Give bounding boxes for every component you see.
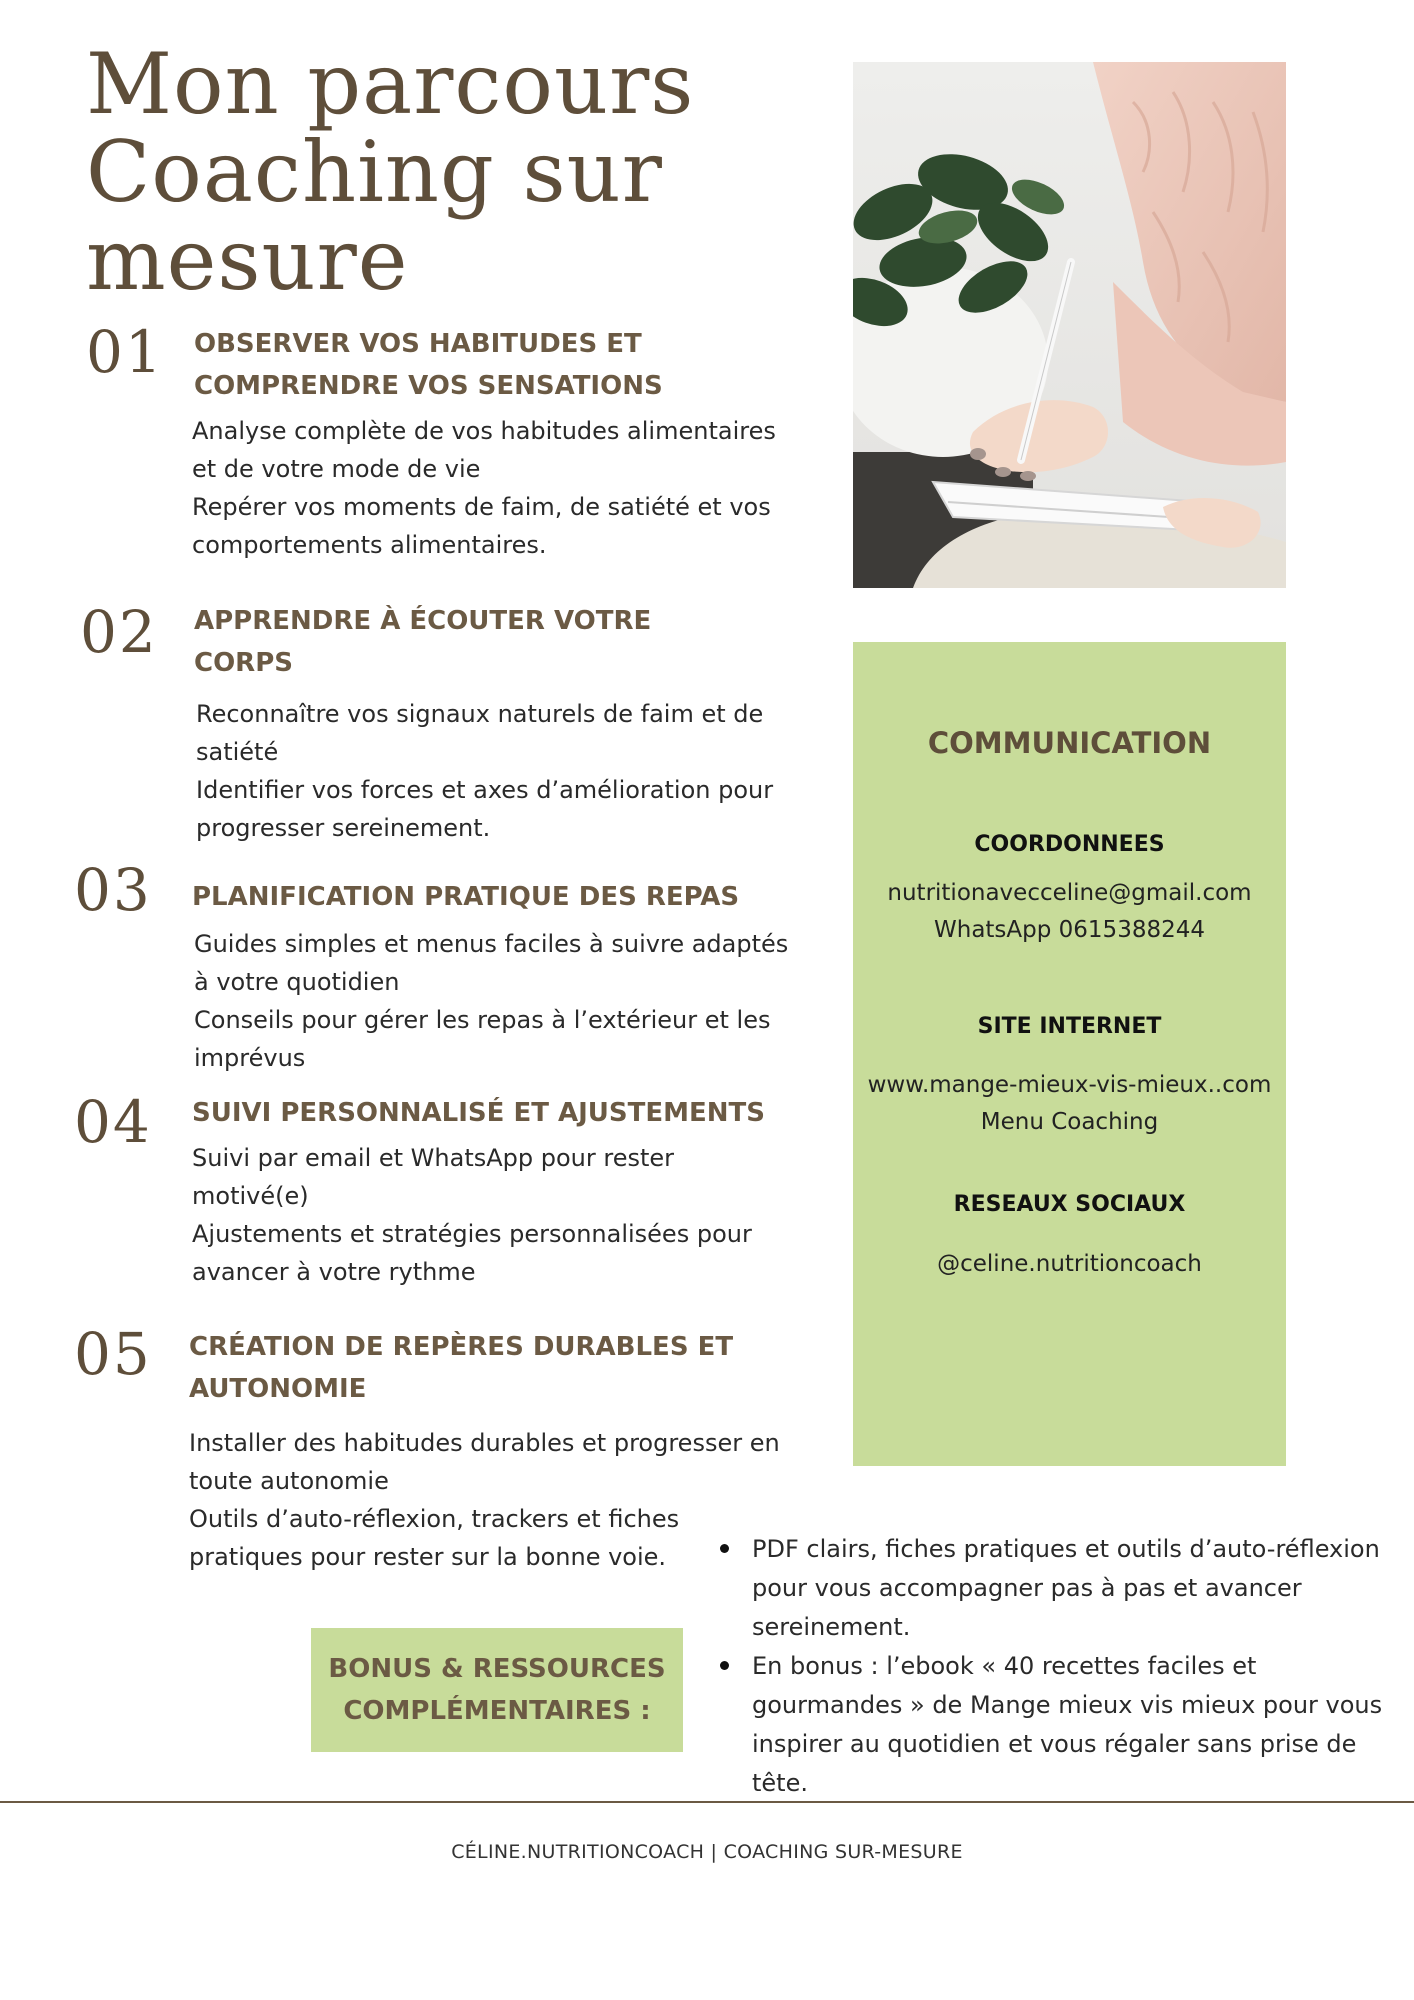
step-text-line: Repérer vos moments de faim, de satiété et vos (192, 493, 771, 521)
step-text-line: satiété (196, 738, 279, 766)
step-number: 05 (74, 1320, 152, 1388)
website-link[interactable]: www.mange-mieux-vis-mieux..com (867, 1072, 1272, 1098)
communication-panel (853, 642, 1286, 1466)
step-number: 03 (74, 856, 152, 924)
bonus-title (328, 1648, 665, 1732)
step-title (194, 323, 663, 407)
list-item (720, 1530, 1392, 1647)
step-text-line: Reconnaître vos signaux naturels de faim et de (196, 700, 764, 728)
list-item-line: PDF clairs, fiches pratiques et outils d’auto-réflexion (752, 1535, 1380, 1563)
bullet-icon (720, 1544, 729, 1553)
step-text-line: avancer à votre rythme (192, 1258, 476, 1286)
step-text-line: Outils d’auto-réflexion, trackers et fiches (189, 1505, 680, 1533)
step-text-line: Ajustements et stratégies personnalisées pour (192, 1220, 752, 1248)
social-label: RESEAUX SOCIAUX (953, 1192, 1186, 1217)
bonus-title-line: COMPLÉMENTAIRES : (343, 1696, 651, 1726)
step-text-line: et de votre mode de vie (192, 455, 481, 483)
bonus-panel (311, 1628, 683, 1752)
website-menu: Menu Coaching (980, 1109, 1159, 1135)
footer-divider (0, 1801, 1414, 1803)
step-text-line: à votre quotidien (194, 968, 400, 996)
step-text-line: Identifier vos forces et axes d’amélioration pour (196, 776, 774, 804)
step-text (189, 1424, 780, 1576)
step-text-line: imprévus (194, 1044, 306, 1072)
woman-writing-notebook-photo (853, 62, 1286, 588)
step-title-line: COMPRENDRE VOS SENSATIONS (194, 371, 663, 401)
step-text-line: pratiques pour rester sur la bonne voie. (189, 1543, 667, 1571)
step-number: 01 (86, 318, 164, 386)
step-text-line: Analyse complète de vos habitudes alimentaires (192, 417, 776, 445)
step-text (192, 1139, 752, 1291)
step-title-line: AUTONOMIE (189, 1374, 367, 1404)
bonus-title-line: BONUS & RESSOURCES (328, 1654, 666, 1684)
step-title (189, 1326, 733, 1410)
step-title (194, 600, 651, 684)
site-label: SITE INTERNET (977, 1014, 1162, 1039)
step-title-line: APPRENDRE À ÉCOUTER VOTRE (194, 606, 652, 636)
list-item-line: pour vous accompagner pas à pas et avancer (752, 1574, 1302, 1602)
step-text-line: Installer des habitudes durables et progresser en (189, 1429, 780, 1457)
page-title (86, 35, 695, 309)
step-text-line: Suivi par email et WhatsApp pour rester (192, 1144, 675, 1172)
bonus-list (720, 1530, 1392, 1803)
social-handle[interactable]: @celine.nutritioncoach (937, 1251, 1202, 1277)
step-number: 02 (80, 598, 158, 666)
title-line: Coaching sur (86, 123, 663, 221)
bullet-icon (720, 1661, 729, 1670)
step-title (192, 876, 739, 918)
step-text-line: Conseils pour gérer les repas à l’extérieur et les (194, 1006, 771, 1034)
step-number: 04 (74, 1088, 152, 1156)
step-title-line: CRÉATION DE REPÈRES DURABLES ET (189, 1332, 734, 1362)
list-item-line: inspirer au quotidien et vous régaler sans prise de (752, 1730, 1357, 1758)
step-title-line: OBSERVER VOS HABITUDES ET (194, 329, 642, 359)
step-title-line: CORPS (194, 648, 293, 678)
step-title (192, 1092, 765, 1134)
step-text-line: comportements alimentaires. (192, 531, 547, 559)
title-line: mesure (86, 211, 409, 309)
list-item-line: tête. (752, 1769, 808, 1797)
list-item (720, 1647, 1392, 1803)
title-line: Mon parcours (86, 35, 695, 133)
email-link[interactable]: nutritionavecceline@gmail.com (887, 880, 1252, 906)
step-text (192, 412, 776, 564)
list-item-line: En bonus : l’ebook « 40 recettes faciles et (752, 1652, 1257, 1680)
step-text-line: toute autonomie (189, 1467, 389, 1495)
step-text-line: progresser sereinement. (196, 814, 491, 842)
communication-heading: COMMUNICATION (927, 726, 1212, 760)
step-text (196, 695, 773, 847)
whatsapp-number[interactable]: WhatsApp 0615388244 (934, 917, 1205, 943)
step-text (194, 925, 788, 1077)
step-text-line: motivé(e) (192, 1182, 309, 1210)
footer-text: CÉLINE.NUTRITIONCOACH | COACHING SUR-MESURE (451, 1841, 963, 1863)
list-item-line: gourmandes » de Mange mieux vis mieux pour vous (752, 1691, 1383, 1719)
step-title-line: PLANIFICATION PRATIQUE DES REPAS (192, 882, 740, 912)
list-item-line: sereinement. (752, 1613, 911, 1641)
step-text-line: Guides simples et menus faciles à suivre adaptés (194, 930, 789, 958)
step-title-line: SUIVI PERSONNALISÉ ET AJUSTEMENTS (192, 1098, 765, 1128)
coordonnees-label: COORDONNEES (974, 832, 1165, 857)
